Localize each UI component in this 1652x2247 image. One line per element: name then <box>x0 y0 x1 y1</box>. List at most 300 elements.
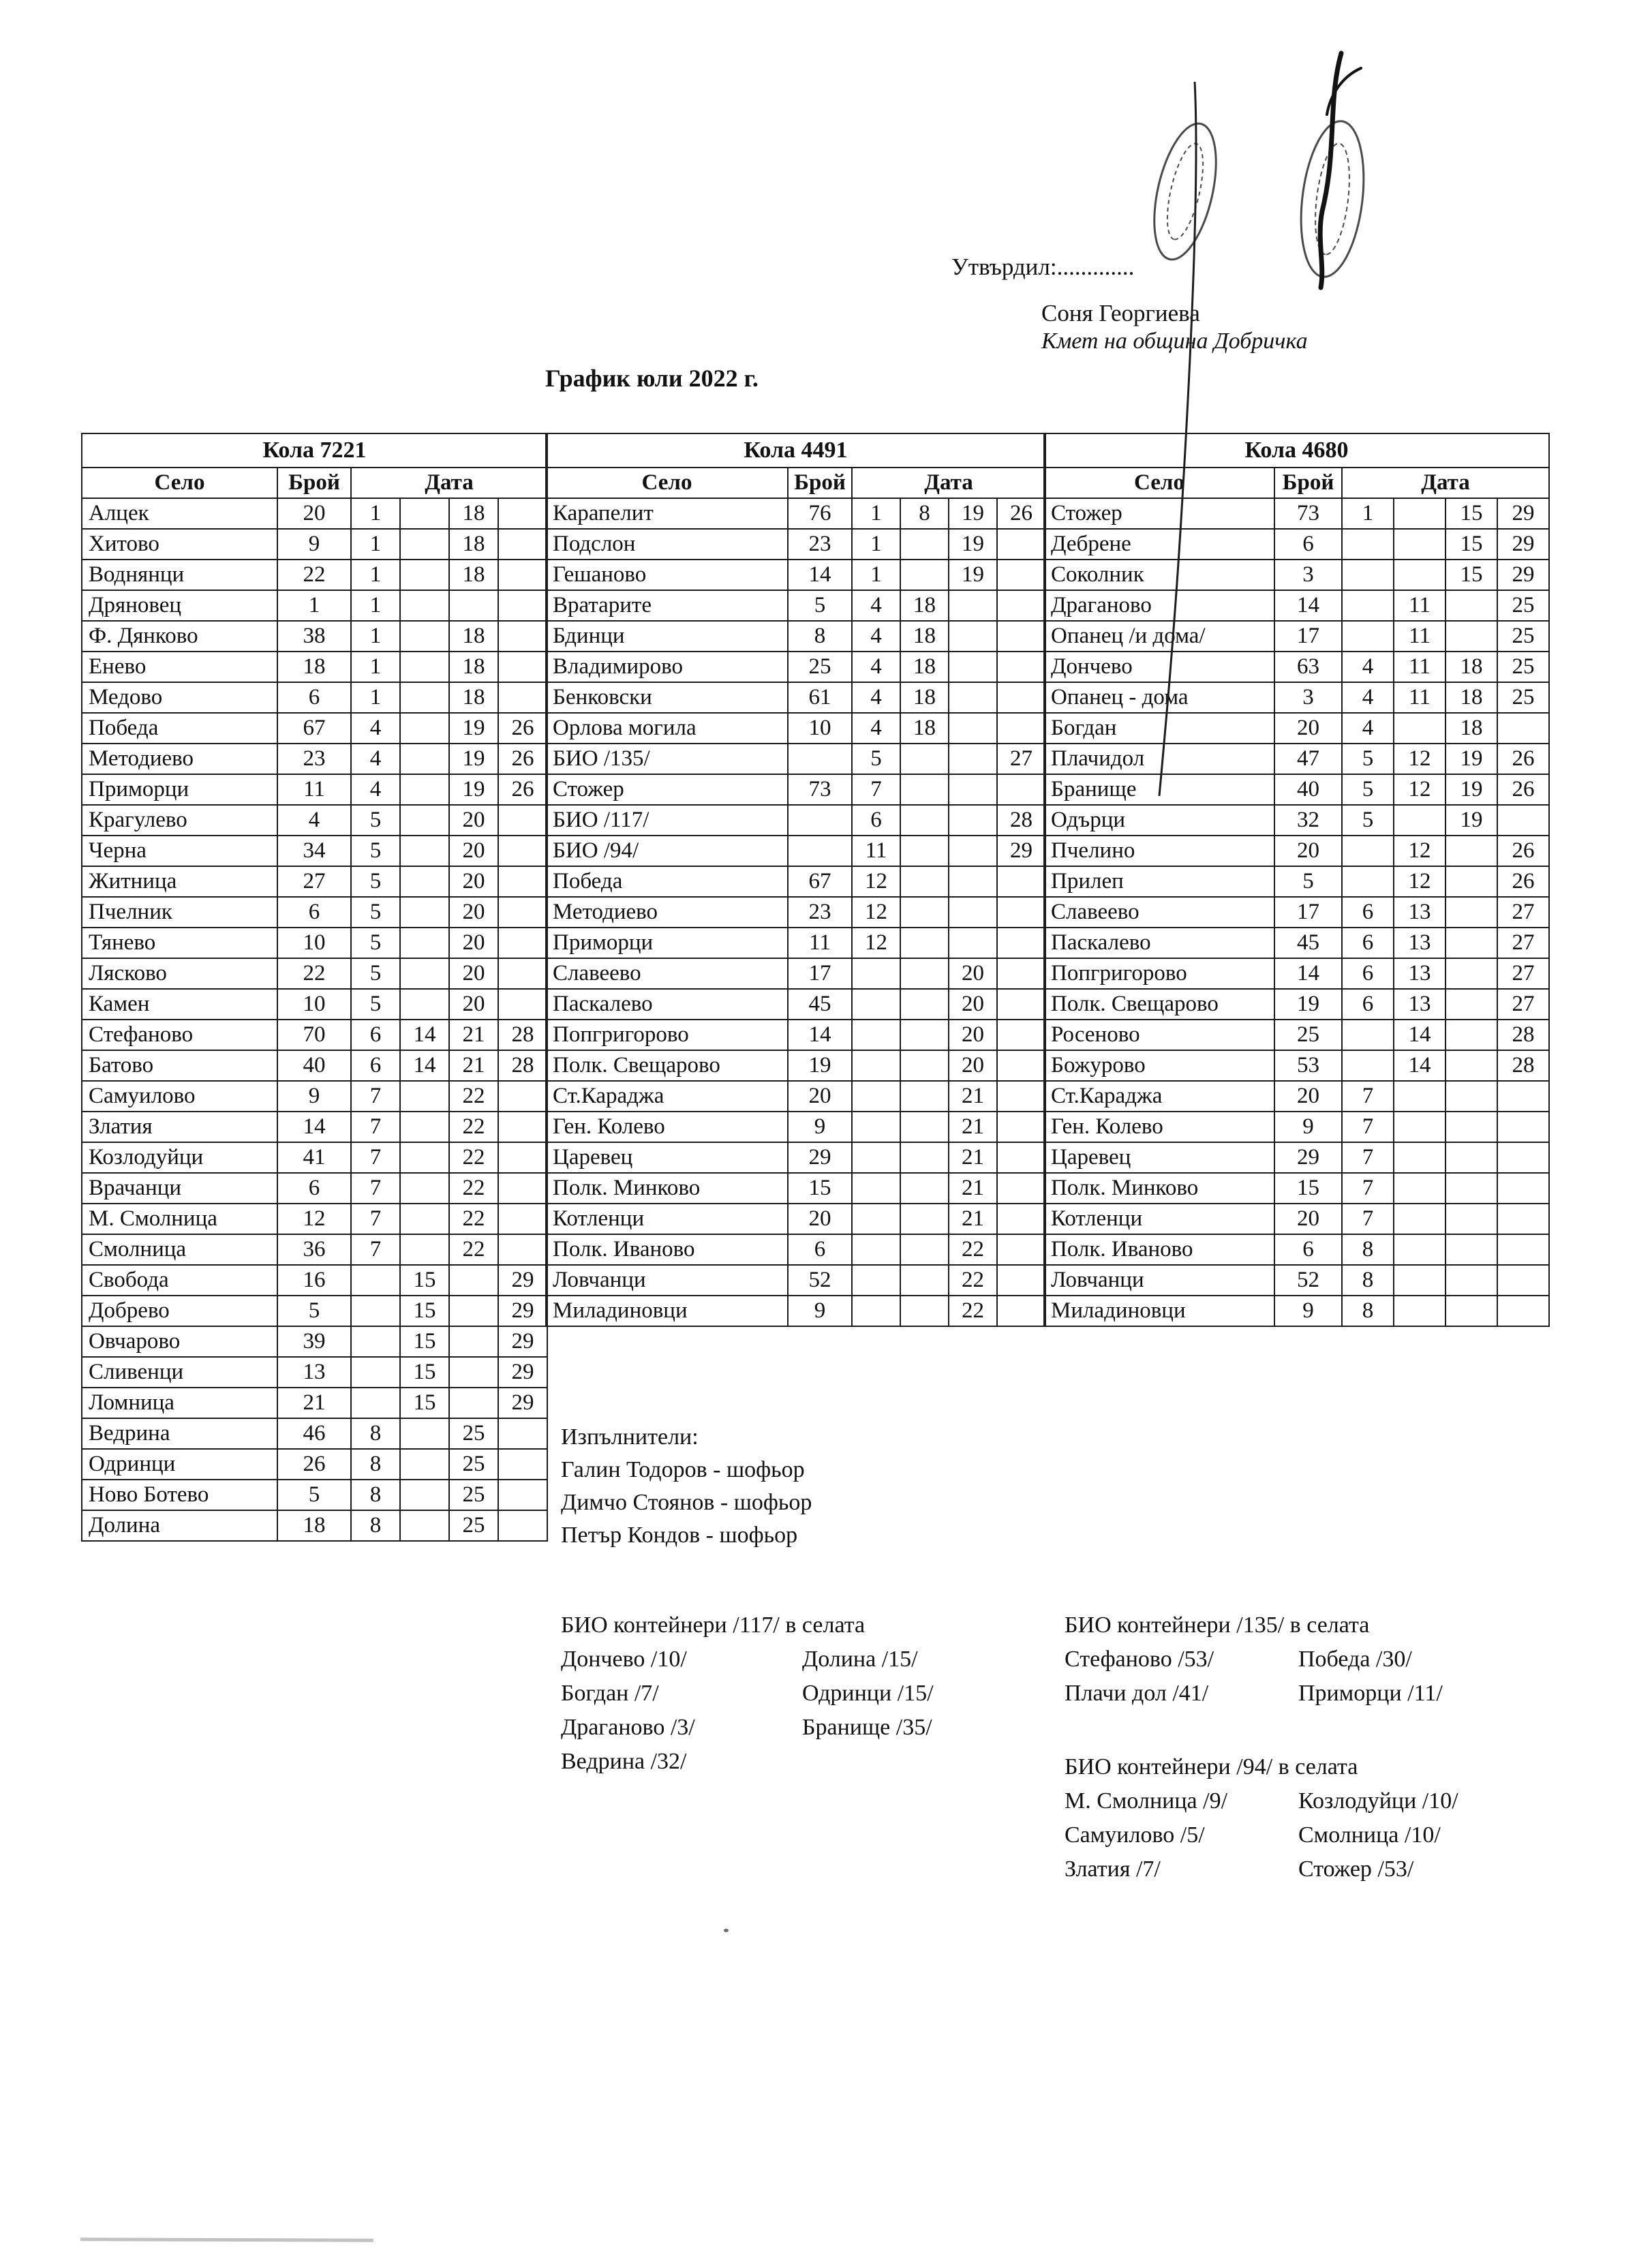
table-row <box>82 1204 547 1234</box>
date-cell: 22 <box>949 1265 997 1296</box>
signature-stroke <box>1320 53 1341 288</box>
approver-title: Кмет на община Добричка <box>1041 328 1308 354</box>
date-cell: 4 <box>852 652 900 682</box>
date-cell <box>351 1388 400 1418</box>
date-cell: 27 <box>1497 897 1549 928</box>
date-cell: 18 <box>900 682 949 713</box>
date-cell: 15 <box>400 1388 449 1418</box>
bio-list-title: БИО контейнери /135/ в селата <box>1065 1612 1370 1638</box>
table-row <box>1044 713 1549 744</box>
date-cell: 12 <box>1394 866 1446 897</box>
date-cell <box>498 529 547 560</box>
date-cell: 14 <box>1394 1050 1446 1081</box>
date-cell: 18 <box>449 498 498 529</box>
date-cell: 29 <box>498 1357 547 1388</box>
date-cell: 28 <box>1497 1020 1549 1050</box>
village-cell: Опанец /и дома/ <box>1044 621 1274 652</box>
count-cell <box>788 836 852 866</box>
date-cell <box>400 621 449 652</box>
date-cell <box>1497 1296 1549 1326</box>
date-cell: 11 <box>1394 621 1446 652</box>
table-row <box>546 1112 1045 1142</box>
date-cell <box>498 498 547 529</box>
count-cell: 17 <box>788 958 852 989</box>
date-cell <box>498 1112 547 1142</box>
date-cell <box>498 897 547 928</box>
count-cell: 67 <box>277 713 351 744</box>
date-cell: 4 <box>852 682 900 713</box>
date-cell <box>900 1081 949 1112</box>
village-header: Село <box>1044 468 1274 498</box>
date-cell: 4 <box>351 774 400 805</box>
date-cell: 7 <box>351 1142 400 1173</box>
date-cell: 28 <box>1497 1050 1549 1081</box>
count-cell: 70 <box>277 1020 351 1050</box>
stamp-icon <box>1143 118 1227 266</box>
bio-list-row <box>561 1677 1043 1711</box>
date-cell: 7 <box>351 1173 400 1204</box>
village-cell: Крагулево <box>82 805 277 836</box>
date-cell <box>400 1112 449 1142</box>
count-cell: 73 <box>1274 498 1342 529</box>
date-cell: 28 <box>997 805 1045 836</box>
village-cell: Победа <box>546 866 788 897</box>
date-cell <box>1342 529 1394 560</box>
executor-name: Галин Тодоров - шофьор <box>561 1457 805 1482</box>
bio-item: Дончево /10/ <box>561 1647 687 1672</box>
count-cell: 22 <box>277 958 351 989</box>
table-row <box>1044 1050 1549 1081</box>
date-cell <box>997 989 1045 1020</box>
count-cell: 17 <box>1274 621 1342 652</box>
village-cell: Черна <box>82 836 277 866</box>
count-cell: 22 <box>277 560 351 590</box>
table-row <box>546 621 1045 652</box>
count-cell: 15 <box>788 1173 852 1204</box>
date-cell: 20 <box>449 805 498 836</box>
date-cell: 29 <box>498 1388 547 1418</box>
date-cell: 18 <box>900 621 949 652</box>
date-cell: 21 <box>449 1050 498 1081</box>
table-row <box>1044 1081 1549 1112</box>
table-row <box>546 1234 1045 1265</box>
date-cell: 18 <box>449 682 498 713</box>
car-title: Кола 4680 <box>1044 433 1549 468</box>
table-row <box>1044 560 1549 590</box>
count-cell: 20 <box>1274 836 1342 866</box>
village-cell: Козлодуйци <box>82 1142 277 1173</box>
date-cell <box>852 1204 900 1234</box>
count-cell: 19 <box>1274 989 1342 1020</box>
village-cell: Драганово <box>1044 590 1274 621</box>
table-row <box>1044 774 1549 805</box>
executors-title: Изпълнители: <box>561 1424 699 1450</box>
date-cell: 6 <box>351 1020 400 1050</box>
count-cell <box>788 744 852 774</box>
table-row <box>546 805 1045 836</box>
count-cell <box>788 805 852 836</box>
schedule-table-3 <box>1043 433 1550 1327</box>
date-cell: 11 <box>1394 590 1446 621</box>
count-cell: 5 <box>277 1296 351 1326</box>
table-row <box>1044 1142 1549 1173</box>
village-header: Село <box>82 468 277 498</box>
table-row <box>82 958 547 989</box>
village-cell: Опанец - дома <box>1044 682 1274 713</box>
date-cell: 18 <box>1446 713 1497 744</box>
count-cell: 15 <box>1274 1173 1342 1204</box>
table-row <box>546 498 1045 529</box>
date-cell <box>1394 529 1446 560</box>
car-title: Кола 7221 <box>82 433 547 468</box>
date-cell <box>498 682 547 713</box>
date-cell <box>900 774 949 805</box>
table-row <box>82 1449 547 1480</box>
village-cell: Подслон <box>546 529 788 560</box>
date-cell <box>1446 897 1497 928</box>
date-cell <box>1446 1204 1497 1234</box>
date-cell <box>900 866 949 897</box>
date-cell: 18 <box>1446 682 1497 713</box>
bio-list-row <box>1065 1818 1532 1852</box>
bio-item: Ведрина /32/ <box>561 1749 687 1774</box>
count-cell: 5 <box>277 1480 351 1510</box>
table-row <box>82 1020 547 1050</box>
date-cell <box>400 774 449 805</box>
date-cell <box>1446 1173 1497 1204</box>
bio-item: Одринци /15/ <box>802 1681 934 1706</box>
date-cell: 28 <box>498 1050 547 1081</box>
village-cell: Приморци <box>82 774 277 805</box>
date-cell: 25 <box>1497 621 1549 652</box>
date-cell <box>449 1265 498 1296</box>
date-cell <box>1394 498 1446 529</box>
date-cell: 13 <box>1394 897 1446 928</box>
date-cell: 7 <box>1342 1142 1394 1173</box>
table-row <box>82 866 547 897</box>
village-cell: Тянево <box>82 928 277 958</box>
village-cell: Свобода <box>82 1265 277 1296</box>
bio-list-title: БИО контейнери /94/ в селата <box>1065 1754 1358 1779</box>
count-cell: 10 <box>277 928 351 958</box>
count-cell: 45 <box>1274 928 1342 958</box>
date-cell: 8 <box>1342 1296 1394 1326</box>
count-cell: 40 <box>277 1050 351 1081</box>
date-cell: 29 <box>1497 529 1549 560</box>
village-cell: Полк. Иваново <box>1044 1234 1274 1265</box>
date-cell: 20 <box>449 928 498 958</box>
table-row <box>1044 1265 1549 1296</box>
date-cell <box>1497 1234 1549 1265</box>
count-cell: 67 <box>788 866 852 897</box>
count-cell: 6 <box>1274 1234 1342 1265</box>
date-cell: 15 <box>1446 498 1497 529</box>
date-cell <box>1446 1142 1497 1173</box>
date-cell <box>498 621 547 652</box>
date-cell: 27 <box>1497 989 1549 1020</box>
village-cell: Методиево <box>546 897 788 928</box>
count-cell: 23 <box>788 529 852 560</box>
count-cell: 20 <box>788 1204 852 1234</box>
date-cell: 7 <box>351 1234 400 1265</box>
village-header: Село <box>546 468 788 498</box>
date-cell: 27 <box>997 744 1045 774</box>
count-cell: 10 <box>788 713 852 744</box>
table-row <box>1044 529 1549 560</box>
date-cell: 18 <box>900 590 949 621</box>
village-cell: Ловчанци <box>546 1265 788 1296</box>
table-row <box>82 1081 547 1112</box>
count-cell: 23 <box>277 744 351 774</box>
count-cell: 47 <box>1274 744 1342 774</box>
date-cell <box>1394 1173 1446 1204</box>
date-cell <box>997 928 1045 958</box>
date-cell: 21 <box>949 1142 997 1173</box>
date-cell: 1 <box>852 529 900 560</box>
date-cell: 22 <box>949 1234 997 1265</box>
date-cell: 1 <box>351 560 400 590</box>
date-cell <box>1446 590 1497 621</box>
date-cell <box>852 989 900 1020</box>
date-cell: 8 <box>351 1418 400 1449</box>
date-cell <box>949 836 997 866</box>
date-cell <box>498 1449 547 1480</box>
date-cell <box>852 1265 900 1296</box>
village-cell: Одърци <box>1044 805 1274 836</box>
date-cell: 8 <box>351 1480 400 1510</box>
date-cell <box>1342 1050 1394 1081</box>
count-cell: 19 <box>788 1050 852 1081</box>
count-cell: 29 <box>788 1142 852 1173</box>
date-cell: 22 <box>449 1081 498 1112</box>
date-cell <box>498 928 547 958</box>
date-cell: 29 <box>997 836 1045 866</box>
count-cell: 12 <box>277 1204 351 1234</box>
village-cell: БИО /117/ <box>546 805 788 836</box>
village-cell: Ново Ботево <box>82 1480 277 1510</box>
date-cell <box>900 529 949 560</box>
table-row <box>1044 744 1549 774</box>
village-cell: Полк. Свещарово <box>546 1050 788 1081</box>
date-cell: 11 <box>1394 652 1446 682</box>
count-cell: 76 <box>788 498 852 529</box>
village-cell: Медово <box>82 682 277 713</box>
date-cell <box>449 1296 498 1326</box>
table-row <box>1044 897 1549 928</box>
date-cell <box>997 621 1045 652</box>
village-cell: Бранище <box>1044 774 1274 805</box>
table-row <box>546 1081 1045 1112</box>
date-cell <box>1446 989 1497 1020</box>
table-row <box>82 652 547 682</box>
bio-list-row <box>1065 1677 1532 1711</box>
table-row <box>82 1357 547 1388</box>
count-cell: 20 <box>1274 1204 1342 1234</box>
date-cell <box>1446 621 1497 652</box>
count-cell: 20 <box>1274 1081 1342 1112</box>
count-cell: 9 <box>788 1296 852 1326</box>
count-cell: 20 <box>1274 713 1342 744</box>
table-row <box>1044 836 1549 866</box>
table-row <box>1044 1204 1549 1234</box>
village-cell: Лясково <box>82 958 277 989</box>
date-cell: 19 <box>1446 805 1497 836</box>
village-cell: Стожер <box>546 774 788 805</box>
date-cell <box>900 1050 949 1081</box>
date-cell: 6 <box>1342 897 1394 928</box>
date-cell: 27 <box>1497 928 1549 958</box>
table-row <box>82 1173 547 1204</box>
date-cell: 15 <box>1446 560 1497 590</box>
date-cell <box>400 590 449 621</box>
count-cell: 6 <box>277 682 351 713</box>
bio-item: Козлодуйци /10/ <box>1298 1788 1458 1814</box>
date-cell: 7 <box>1342 1112 1394 1142</box>
date-cell: 5 <box>351 897 400 928</box>
date-cell: 26 <box>1497 866 1549 897</box>
date-cell <box>1342 1020 1394 1050</box>
date-cell: 4 <box>351 744 400 774</box>
date-cell: 26 <box>498 744 547 774</box>
date-cell <box>1394 1234 1446 1265</box>
table-row <box>82 1326 547 1357</box>
table-row <box>82 529 547 560</box>
village-cell: Ген. Колево <box>546 1112 788 1142</box>
date-cell: 25 <box>1497 652 1549 682</box>
date-cell <box>900 836 949 866</box>
date-cell: 6 <box>852 805 900 836</box>
count-cell: 36 <box>277 1234 351 1265</box>
date-cell: 18 <box>449 529 498 560</box>
date-cell <box>949 682 997 713</box>
date-cell: 20 <box>449 958 498 989</box>
date-cell: 25 <box>449 1418 498 1449</box>
bio-list-row <box>1065 1642 1532 1677</box>
date-cell <box>498 1142 547 1173</box>
village-cell: Богдан <box>1044 713 1274 744</box>
village-cell: Плачидол <box>1044 744 1274 774</box>
village-cell: Росеново <box>1044 1020 1274 1050</box>
date-cell: 12 <box>1394 836 1446 866</box>
village-cell: Ведрина <box>82 1418 277 1449</box>
date-cell <box>400 1081 449 1112</box>
date-cell <box>997 682 1045 713</box>
date-cell: 20 <box>949 989 997 1020</box>
count-cell: 40 <box>1274 774 1342 805</box>
village-cell: Долина <box>82 1510 277 1541</box>
date-cell <box>949 866 997 897</box>
village-cell: Бдинци <box>546 621 788 652</box>
date-cell: 4 <box>1342 682 1394 713</box>
count-header: Брой <box>277 468 351 498</box>
date-cell <box>498 805 547 836</box>
bio-list-row <box>1065 1784 1532 1818</box>
bio-list-row <box>561 1711 1043 1745</box>
village-cell: БИО /94/ <box>546 836 788 866</box>
village-cell: Карапелит <box>546 498 788 529</box>
table-row <box>82 590 547 621</box>
date-cell <box>449 1357 498 1388</box>
date-cell: 5 <box>1342 805 1394 836</box>
village-cell: Полк. Свещарово <box>1044 989 1274 1020</box>
date-cell: 15 <box>400 1265 449 1296</box>
date-cell: 6 <box>351 1050 400 1081</box>
date-cell <box>498 836 547 866</box>
table-row <box>546 1173 1045 1204</box>
table-row <box>1044 621 1549 652</box>
executor-name: Петър Кондов - шофьор <box>561 1523 798 1548</box>
date-cell: 4 <box>1342 652 1394 682</box>
date-cell <box>1497 1265 1549 1296</box>
date-cell: 29 <box>498 1326 547 1357</box>
table-row <box>1044 958 1549 989</box>
date-cell <box>949 928 997 958</box>
date-cell: 11 <box>1394 682 1446 713</box>
date-cell: 20 <box>949 1020 997 1050</box>
date-cell: 19 <box>449 744 498 774</box>
table-row <box>1044 1020 1549 1050</box>
date-cell: 26 <box>1497 836 1549 866</box>
date-cell: 19 <box>949 529 997 560</box>
date-cell <box>997 1296 1045 1326</box>
date-cell <box>1342 590 1394 621</box>
date-cell: 5 <box>351 958 400 989</box>
date-header: Дата <box>351 468 547 498</box>
car-title: Кола 4491 <box>546 433 1045 468</box>
date-cell <box>351 1357 400 1388</box>
village-cell: Сливенци <box>82 1357 277 1388</box>
village-cell: Стожер <box>1044 498 1274 529</box>
count-cell: 52 <box>1274 1265 1342 1296</box>
date-cell <box>997 1020 1045 1050</box>
table-row <box>82 1480 547 1510</box>
date-cell <box>1342 621 1394 652</box>
village-cell: Самуилово <box>82 1081 277 1112</box>
date-cell: 19 <box>449 713 498 744</box>
date-cell <box>852 1020 900 1050</box>
village-cell: БИО /135/ <box>546 744 788 774</box>
count-cell: 6 <box>1274 529 1342 560</box>
date-cell <box>1446 836 1497 866</box>
date-cell: 15 <box>1446 529 1497 560</box>
table-row <box>82 1418 547 1449</box>
date-cell: 13 <box>1394 928 1446 958</box>
table-row <box>82 621 547 652</box>
date-cell: 5 <box>351 866 400 897</box>
table-row <box>546 1020 1045 1050</box>
date-cell <box>449 1326 498 1357</box>
date-cell <box>900 897 949 928</box>
date-cell <box>1342 560 1394 590</box>
date-cell <box>949 774 997 805</box>
date-cell <box>997 713 1045 744</box>
date-cell <box>900 928 949 958</box>
table-row <box>546 989 1045 1020</box>
date-cell <box>400 866 449 897</box>
date-cell <box>852 1173 900 1204</box>
table-row <box>546 713 1045 744</box>
village-cell: Дряновец <box>82 590 277 621</box>
date-cell: 8 <box>351 1449 400 1480</box>
table-row <box>82 928 547 958</box>
date-cell: 19 <box>1446 744 1497 774</box>
date-cell: 25 <box>1497 590 1549 621</box>
bio-list-1 <box>561 1608 1043 1779</box>
date-cell: 20 <box>949 958 997 989</box>
date-cell <box>400 682 449 713</box>
count-cell: 25 <box>1274 1020 1342 1050</box>
date-cell <box>852 1296 900 1326</box>
